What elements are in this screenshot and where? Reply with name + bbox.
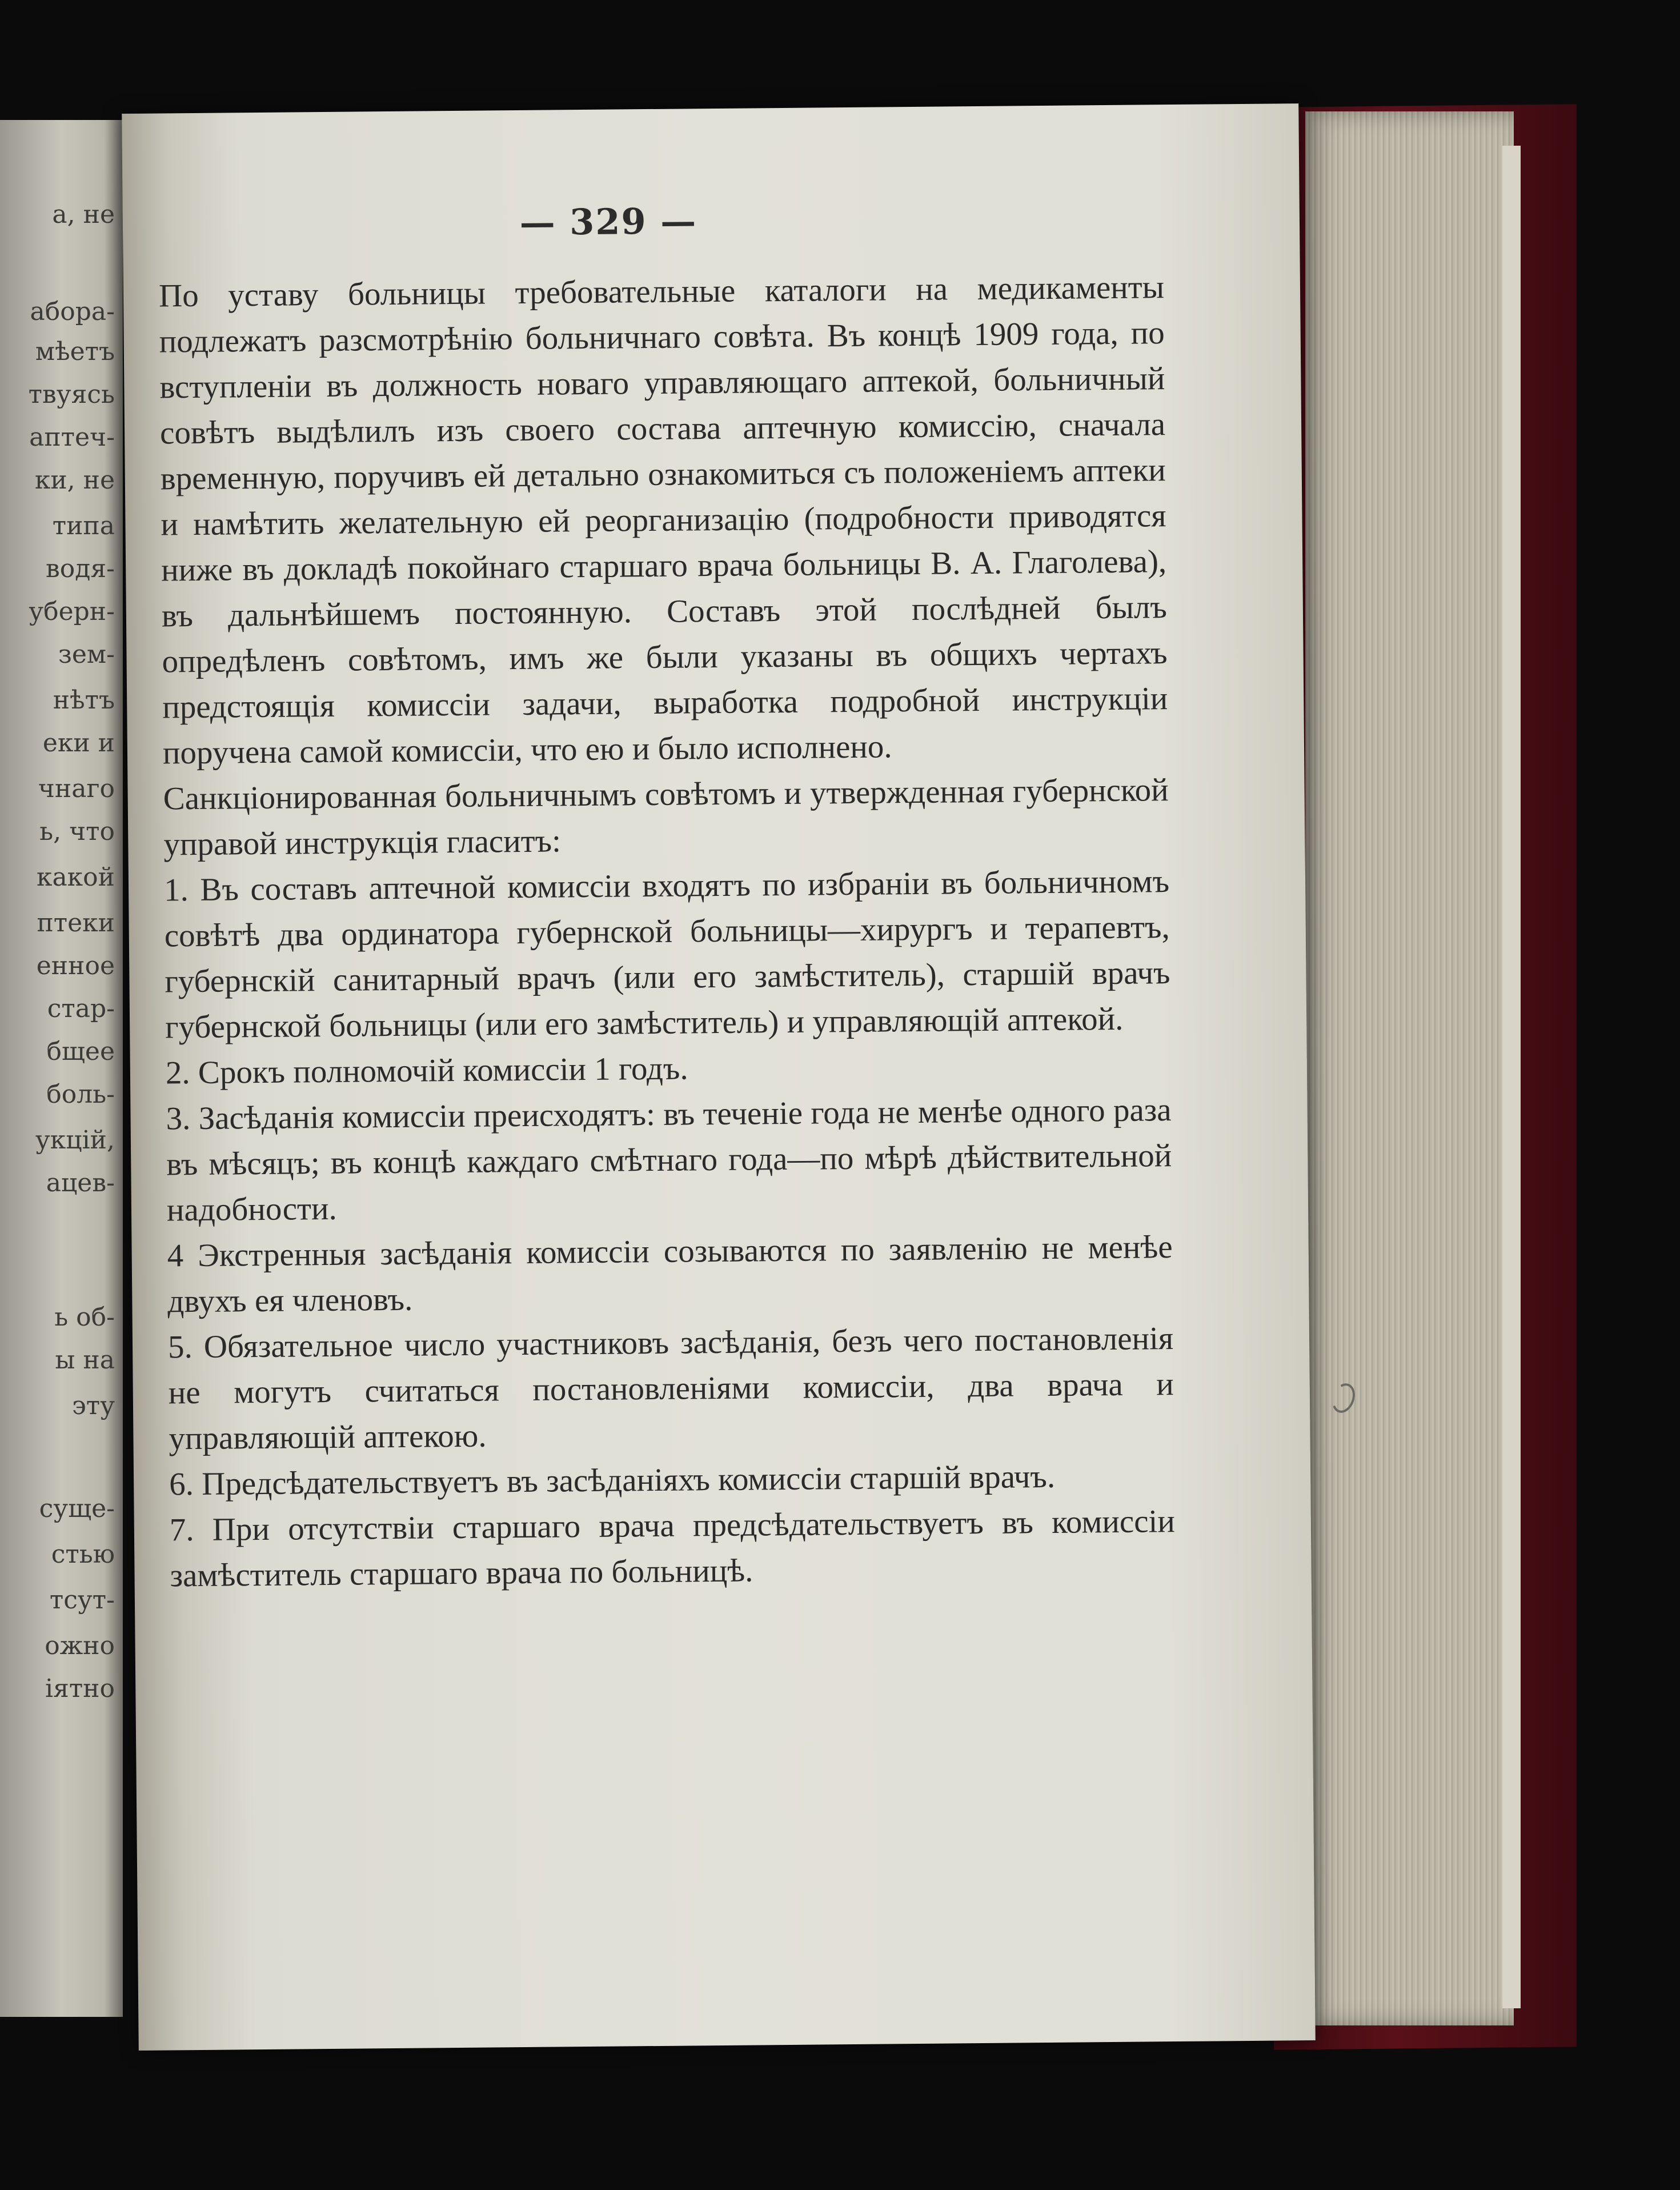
left-page-fragment: бщее (46, 1037, 115, 1066)
paragraph-intro: По уставу больницы требовательные каталоги на медикаменты подлежатъ разсмотрѣнію больничнаго совѣта. Въ концѣ 1909 года, по вступленіи въ должность новаго управляющаго аптекой, больничный совѣтъ выдѣлилъ изъ своего состава аптечную комиссію, сначала временную, поручивъ ей детально ознакомиться съ положеніемъ аптеки и намѣтить желательную ей реорганизацію (подробности приводятся ниже въ докладѣ покойнаго старшаго врача больницы В. А. Глаголева), въ дальнѣйшемъ постоянную. Составъ этой послѣдней былъ опредѣленъ совѣтомъ, имъ же были указаны въ общихъ чертахъ предстоящія комиссіи задачи, выработка подробной инструкціи поручена самой комиссіи, что ею и было исполнено. (158, 269, 1168, 771)
left-page-fragment: ацев- (46, 1168, 115, 1198)
left-page-fragment: уберн- (29, 597, 115, 626)
left-page-fragment: аптеч- (29, 423, 115, 452)
left-page-fragment: боль- (46, 1080, 115, 1109)
left-page-fragment: тсут- (49, 1586, 115, 1615)
left-page-fragment: эту (72, 1391, 115, 1420)
left-page-fragment: ь об- (54, 1303, 115, 1332)
left-page-fragment: суще- (39, 1494, 115, 1523)
left-page (0, 120, 123, 2017)
left-page-fragment: зем- (58, 640, 115, 669)
left-page-fragment: стар- (47, 994, 115, 1023)
left-page-fragment: водя- (46, 554, 115, 583)
left-page-fragment: чнаго (38, 774, 115, 803)
left-page-fragment: птеки (37, 908, 115, 938)
left-page-fragment: енное (36, 951, 115, 980)
left-page-fragment: іятно (45, 1674, 115, 1703)
paragraph-item-2: 2. Срокъ полномочій комиссіи 1 годъ. (165, 1050, 688, 1091)
paragraph-instruction-intro: Санкціонированная больничнымъ совѣтомъ и утвержденная губернской управой инструкція гласитъ: (163, 772, 1169, 863)
paragraph-item-7: 7. При отсутствіи старшаго врача предсѣдательствуетъ въ комиссіи замѣститель старшаго врача по больницѣ. (169, 1503, 1176, 1594)
paragraph-item-3: 3. Засѣданія комиссіи преисходятъ: въ теченіе года не менѣе одного раза въ мѣсяцъ; въ концѣ каждаго смѣтнаго года—по мѣрѣ дѣйствительной надобности. (166, 1092, 1172, 1228)
left-page-fragment: типа (52, 511, 115, 541)
left-page-fragment: а, не (52, 200, 115, 229)
paragraph-item-5: 5. Обязательное число участниковъ засѣданія, безъ чего постановленія не могутъ считаться постановленіями комиссіи, два врача и управляющій аптекою. (167, 1320, 1174, 1457)
page-edges-front (1502, 146, 1521, 2008)
paragraph-item-4: 4 Экстренныя засѣданія комиссіи созываются по заявленію не менѣе двухъ ея членовъ. (167, 1229, 1173, 1320)
left-page-fragment: еки и (42, 728, 115, 758)
left-page-fragment: укцій, (35, 1126, 115, 1155)
left-page-fragment: ки, не (34, 466, 115, 495)
main-page (122, 103, 1316, 2051)
left-page-fragment: нѣтъ (53, 686, 115, 715)
left-page-fragment: ожно (45, 1631, 115, 1660)
left-page-fragment: стью (51, 1540, 115, 1569)
left-page-fragment: твуясь (28, 380, 115, 409)
paragraph-item-1: 1. Въ составъ аптечной комиссіи входятъ по избраніи въ больничномъ совѣтѣ два ординатора губернской больницы—хирургъ и терапевтъ, губернскій санитарный врачъ (или его замѣститель), старшій врачъ губернской больницы (или его замѣститель) и управляющій аптекой. (163, 863, 1170, 1046)
left-page-fragment: мѣетъ (35, 337, 115, 366)
left-page-fragment: абора- (30, 297, 115, 326)
left-page-fragment: какой (36, 863, 115, 892)
paragraph-item-6: 6. Предсѣдательствуетъ въ засѣданіяхъ комиссіи старшій врачъ. (169, 1458, 1056, 1503)
page-text (159, 265, 1176, 1599)
left-page-fragment: ь, что (39, 817, 115, 846)
page-number: — 329 — (519, 200, 697, 243)
page-edges (1305, 111, 1514, 2025)
left-page-fragment: ы на (55, 1346, 115, 1375)
